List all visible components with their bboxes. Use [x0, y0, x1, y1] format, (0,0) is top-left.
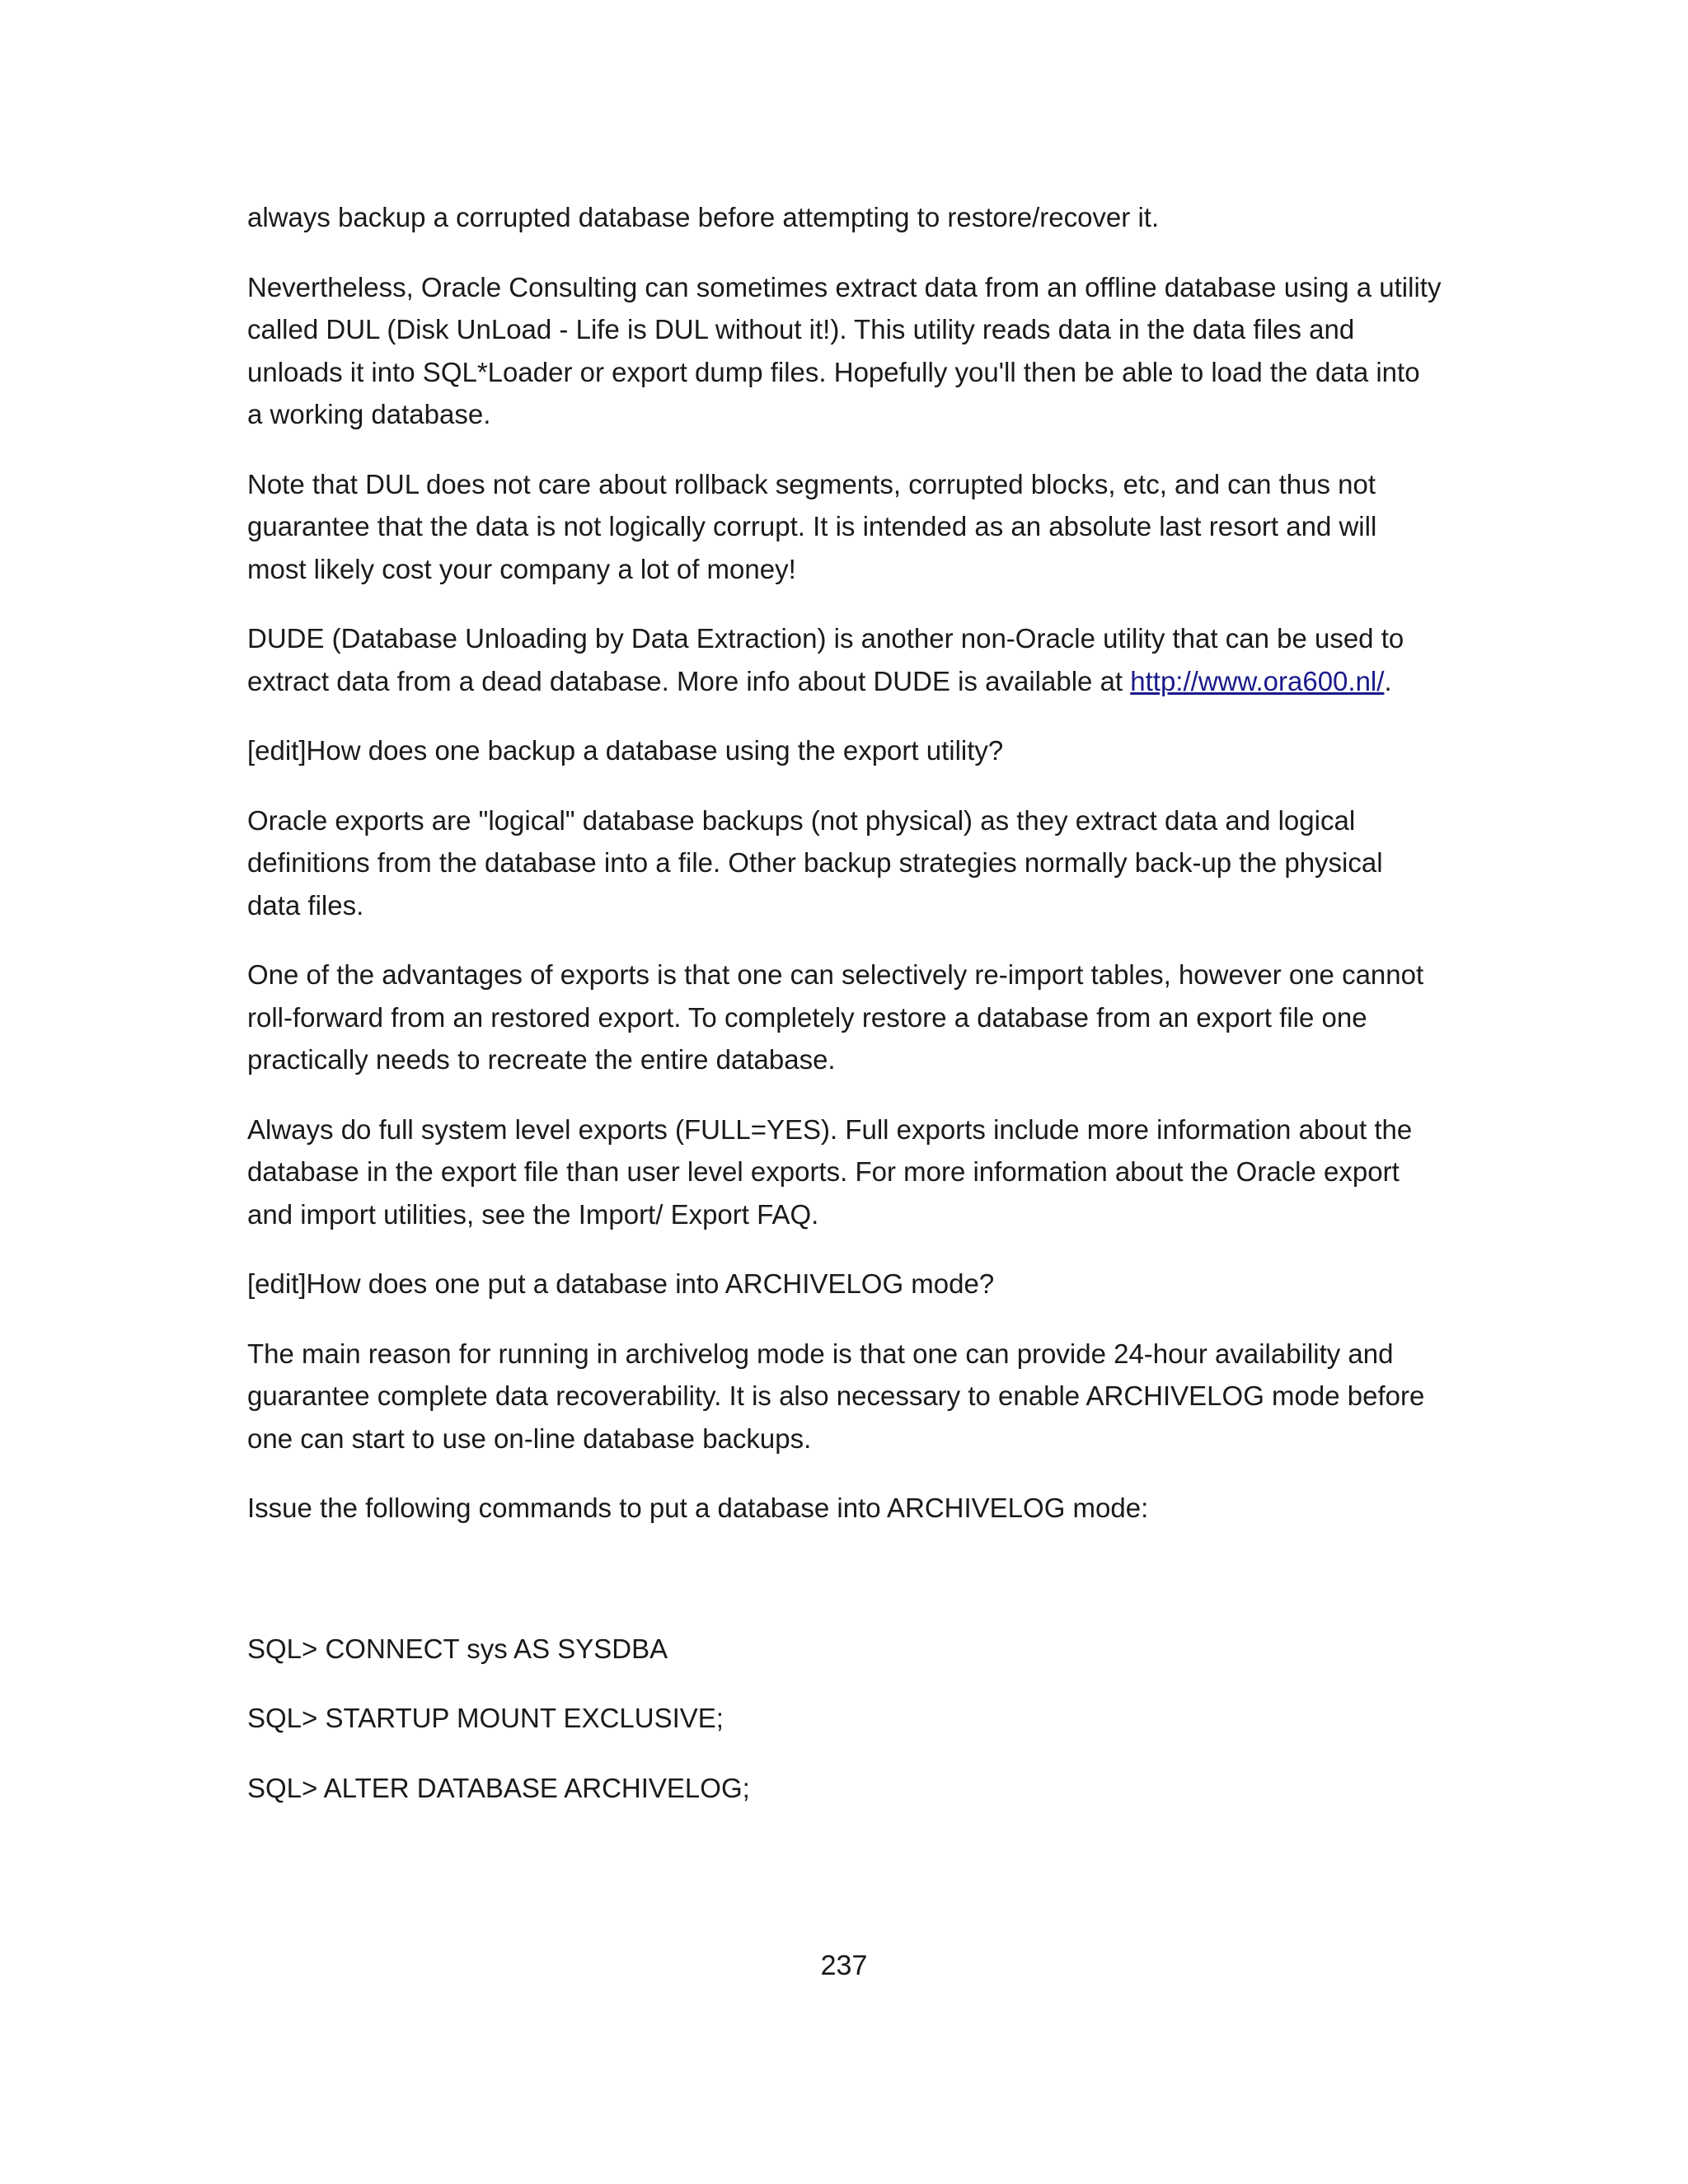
paragraph-dude-end: .	[1384, 665, 1392, 696]
blank-space	[247, 1557, 1442, 1628]
ora600-link[interactable]: http://www.ora600.nl/	[1130, 665, 1385, 696]
sql-command-startup-mount: SQL> STARTUP MOUNT EXCLUSIVE;	[247, 1703, 724, 1733]
paragraph-full-exports: Always do full system level exports (FULL=YES). Full exports include more information about the database in the export file than user level exports. For more information about the Oracle export and import utilities, see the Import/ Export FAQ.	[247, 1113, 1413, 1230]
paragraph-logical-exports: Oracle exports are "logical" database backups (not physical) as they extract data and logical definitions from the database into a file. Other backup strategies normally back-up the physical data files.	[247, 804, 1383, 921]
page-number: 237	[820, 1950, 868, 1981]
paragraph-archivelog-reason: The main reason for running in archivelog mode is that one can provide 24-hour availability and guarantee complete data recoverability. It is also necessary to enable ARCHIVELOG mode before one can start to use on-line database backups.	[247, 1338, 1425, 1454]
paragraph-archivelog-commands-intro: Issue the following commands to put a database into ARCHIVELOG mode:	[247, 1493, 1149, 1523]
heading-export-backup: [edit]How does one backup a database using the export utility?	[247, 735, 1004, 766]
sql-command-connect: SQL> CONNECT sys AS SYSDBA	[247, 1633, 668, 1664]
paragraph-dul-intro: Nevertheless, Oracle Consulting can sometimes extract data from an offline database using a utility called DUL (Disk UnLoad - Life is DUL without it!). This utility reads data in the data files and unloads it into SQL*Loader or export dump files. Hopefully you'll then be able to load the data into a working database.	[247, 271, 1442, 429]
paragraph-dude	[247, 617, 1442, 702]
paragraph-export-advantages: One of the advantages of exports is that one can selectively re-import tables, however one cannot roll-forward from an restored export. To completely restore a database from an export file one practically needs to recreate the entire database.	[247, 959, 1424, 1075]
paragraph-dude-text: DUDE (Database Unloading by Data Extraction) is another non-Oracle utility that can be used to extract data from a dead database. More info about DUDE is available at	[247, 623, 1404, 696]
page-content	[247, 196, 1442, 1836]
paragraph-dul-note: Note that DUL does not care about rollback segments, corrupted blocks, etc, and can thus not guarantee that the data is not logically corrupt. It is intended as an absolute last resort and will most likely cost your company a lot of money!	[247, 468, 1377, 584]
paragraph-corrupted-backup: always backup a corrupted database before attempting to restore/recover it.	[247, 202, 1160, 232]
heading-archivelog-mode: [edit]How does one put a database into ARCHIVELOG mode?	[247, 1268, 995, 1299]
sql-command-alter-database: SQL> ALTER DATABASE ARCHIVELOG;	[247, 1772, 750, 1803]
